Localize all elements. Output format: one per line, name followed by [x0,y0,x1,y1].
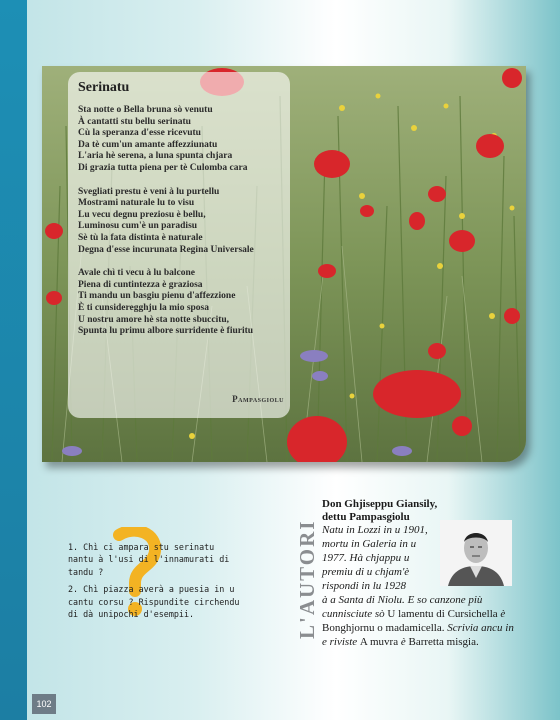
poem-line: Piena di cuntintezza è graziosa [78,279,203,290]
poem-panel [68,72,290,418]
poem-line: Sè tù la fata distinta è naturale [78,232,203,243]
poem-line: È ti cunsideregghju la mio sposa [78,302,209,313]
poem-stanza-2 [78,187,280,257]
bio-line: mortu in Galeria in u [322,538,417,550]
bio-text: E so canzone più cunnisciute sò [322,594,483,620]
page-number: 102 [32,694,56,714]
poem-line: Di grazia tutta piena per tè Culomba cara [78,162,248,173]
poem-line: Ti mandu un basgiu pienu d'affezzione [78,291,236,302]
poem-line: À cantatti stu bellu serinatu [78,116,191,127]
author-name-line2: dettu Pampasgiolu [322,510,410,523]
question-1: 1. Chì ci ampara stu serinatu nantu à l'usi di l'innamurati di tandu ? [68,542,230,577]
poem-stanza-1 [78,105,280,175]
question-2: 2. Chì piazza averà a puesia in u cantu corsu ? Rispundite circhendu di dà unipochi d'esempii. [68,584,240,620]
left-color-band [0,0,27,720]
bio-line: premiu di u chjam'è [322,566,410,578]
bio-narrow-lines [322,523,434,593]
poem-line: Avale chì ti vecu à lu balcone [78,268,195,279]
poem-line: Luminosu cum'è un paradisu [78,221,198,232]
bio-text: è [398,636,409,648]
song-title-2: Bonghjornu o madamicella. [322,622,445,634]
poem-line: U nostru amore hè sta notte sbuccitu, [78,314,230,325]
poem-line: Da tè cum'un amante affezziunatu [78,139,218,150]
poem-line: Cù la speranza d'esse ricevutu [78,128,201,139]
poem-line: L'aria hè serena, a luna spunta chjara [78,151,233,162]
bio-text: è [497,608,506,620]
poem-line: Degna d'esse incurunata Regina Universale [78,244,254,255]
poem-line: Sta notte o Bella bruna sò venutu [78,105,213,115]
magazine-title-2: Barretta misgia. [408,636,479,648]
questions-block [68,541,243,625]
poem-author: Pampasgiolu [232,394,284,404]
poem-stanza-3 [78,268,280,338]
bio-line: Natu in Lozzi in u 1901, [322,524,428,536]
poem-line: Svegliati prestu è veni à lu purtellu [78,186,220,197]
poem-line: Lu vecu degnu preziosu è bellu, [78,209,206,220]
bio-text: Scrivia ancu in e riviste [322,622,514,648]
poem-line: Spunta lu primu albore surridente è fiuritu [78,326,254,337]
song-title-1: U lamentu di Cursichella [387,608,498,620]
author-bio [322,523,518,649]
poppy-field-photo [42,66,526,462]
poem-title: Serinatu [78,80,130,95]
bio-line: à a Santa di Niolu. [322,594,405,606]
poem-line: Mostrami naturale lu to visu [78,198,195,209]
author-name-line1: Don Ghjiseppu Giansily, [322,498,438,510]
bio-line: rispondi in lu 1928 [322,580,407,592]
bio-line: 1977. Hà chjappu u [322,552,410,564]
autori-label: L'AUTORI [295,519,319,639]
magazine-title-1: A muvra [359,636,399,648]
